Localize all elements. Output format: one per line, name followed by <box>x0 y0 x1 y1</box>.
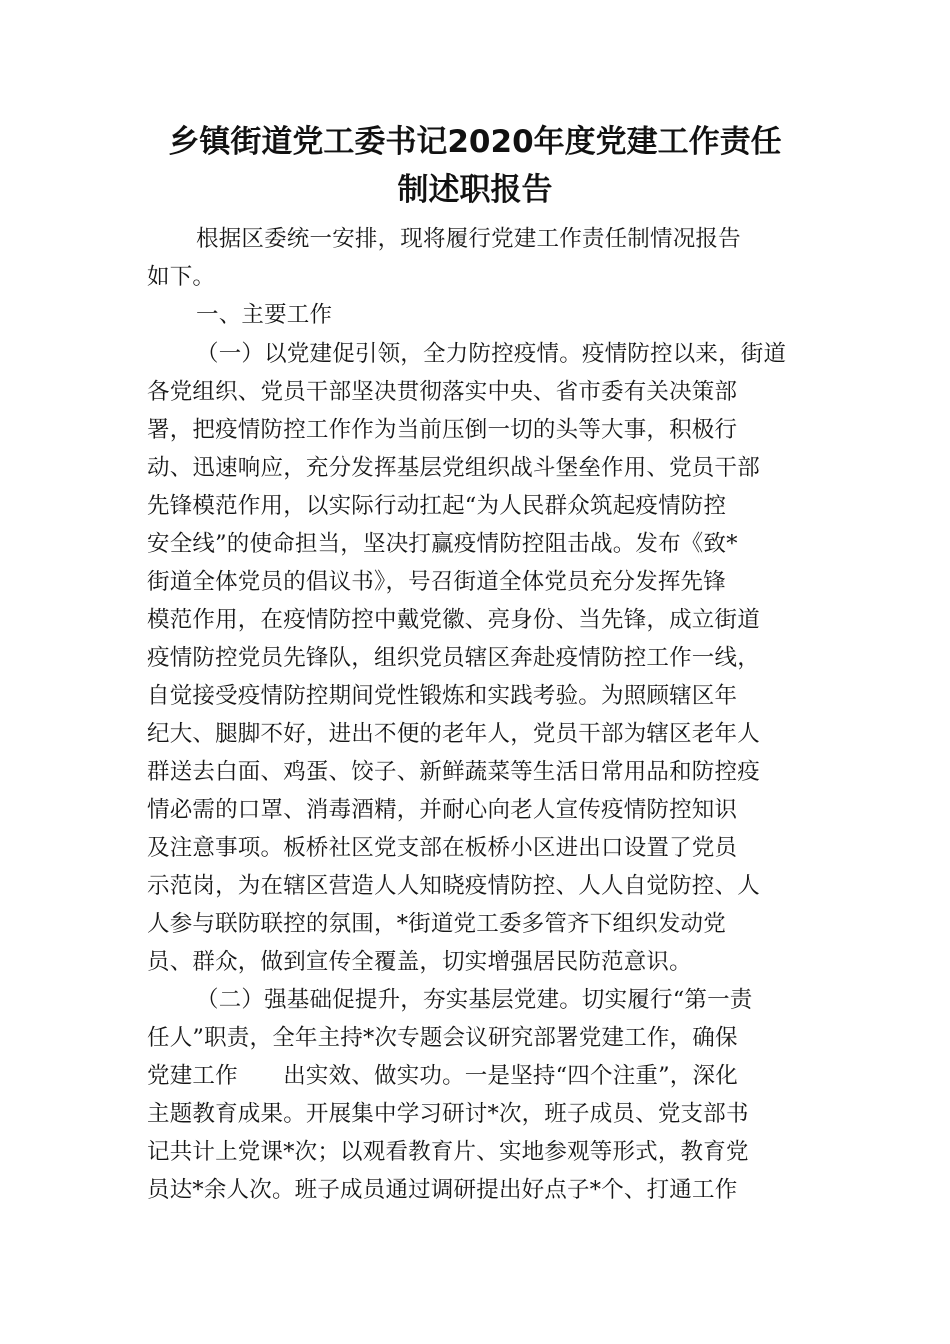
paragraph-1-line: 动、迅速响应，充分发挥基层党组织战斗堡垒作用、党员干部 <box>147 455 760 481</box>
paragraph-1-line: 及注意事项。板桥社区党支部在板桥小区进出口设置了党员 <box>147 835 738 861</box>
document-title-line-2: 制述职报告 <box>397 172 553 208</box>
paragraph-2-line: （二）强基础促提升，夯实基层党建。切实履行“第一责 <box>196 987 753 1013</box>
paragraph-1-line: 员、群众，做到宣传全覆盖，切实增强居民防范意识。 <box>147 949 692 975</box>
paragraph-2-line: 员达*余人次。班子成员通过调研提出好点子*个、打通工作 <box>147 1177 738 1203</box>
paragraph-2-line: 任人”职责，全年主持*次专题会议研究部署党建工作，确保 <box>147 1025 738 1051</box>
paragraph-1-line: 疫情防控党员先锋队，组织党员辖区奔赴疫情防控工作一线， <box>147 645 760 671</box>
paragraph-1-line: 模范作用，在疫情防控中戴党徽、亮身份、当先锋，成立街道 <box>147 607 760 633</box>
paragraph-1-line: 自觉接受疫情防控期间党性锻炼和实践考验。为照顾辖区年 <box>147 683 738 709</box>
paragraph-1-line: 安全线”的使命担当，坚决打赢疫情防控阻击战。发布《致* <box>147 531 738 557</box>
paragraph-2-line: 党建工作 出实效、做实功。一是坚持“四个注重”，深化 <box>147 1063 738 1089</box>
paragraph-1-line: 纪大、腿脚不好，进出不便的老年人，党员干部为辖区老年人 <box>147 721 760 747</box>
document-title-line-1: 乡镇街道党工委书记2020年度党建工作责任 <box>168 124 782 160</box>
paragraph-1-line: 先锋模范作用，以实际行动扛起“为人民群众筑起疫情防控 <box>147 493 727 519</box>
paragraph-1-line: 署，把疫情防控工作作为当前压倒一切的头等大事，积极行 <box>147 417 738 443</box>
paragraph-1-line: 人参与联防联控的氛围，*街道党工委多管齐下组织发动党 <box>147 911 726 937</box>
paragraph-intro-line-2: 如下。 <box>147 264 216 290</box>
paragraph-1-line: 各党组织、党员干部坚决贯彻落实中央、省市委有关决策部 <box>147 379 738 405</box>
paragraph-1-line: 情必需的口罩、消毒酒精，并耐心向老人宣传疫情防控知识 <box>147 797 738 823</box>
paragraph-intro-line-1: 根据区委统一安排，现将履行党建工作责任制情况报告 <box>196 226 741 252</box>
paragraph-2-line: 记共计上党课*次；以观看教育片、实地参观等形式，教育党 <box>147 1139 749 1165</box>
paragraph-1-line: 群送去白面、鸡蛋、饺子、新鲜蔬菜等生活日常用品和防控疫 <box>147 759 760 785</box>
paragraph-1-line: 示范岗，为在辖区营造人人知晓疫情防控、人人自觉防控、人 <box>147 873 760 899</box>
paragraph-1-line: 街道全体党员的倡议书》，号召街道全体党员充分发挥先锋 <box>147 569 726 595</box>
paragraph-1-line: （一）以党建促引领，全力防控疫情。疫情防控以来，街道 <box>196 341 787 367</box>
paragraph-2-line: 主题教育成果。开展集中学习研讨*次，班子成员、党支部书 <box>147 1101 749 1127</box>
section-heading: 一、主要工作 <box>196 302 333 328</box>
